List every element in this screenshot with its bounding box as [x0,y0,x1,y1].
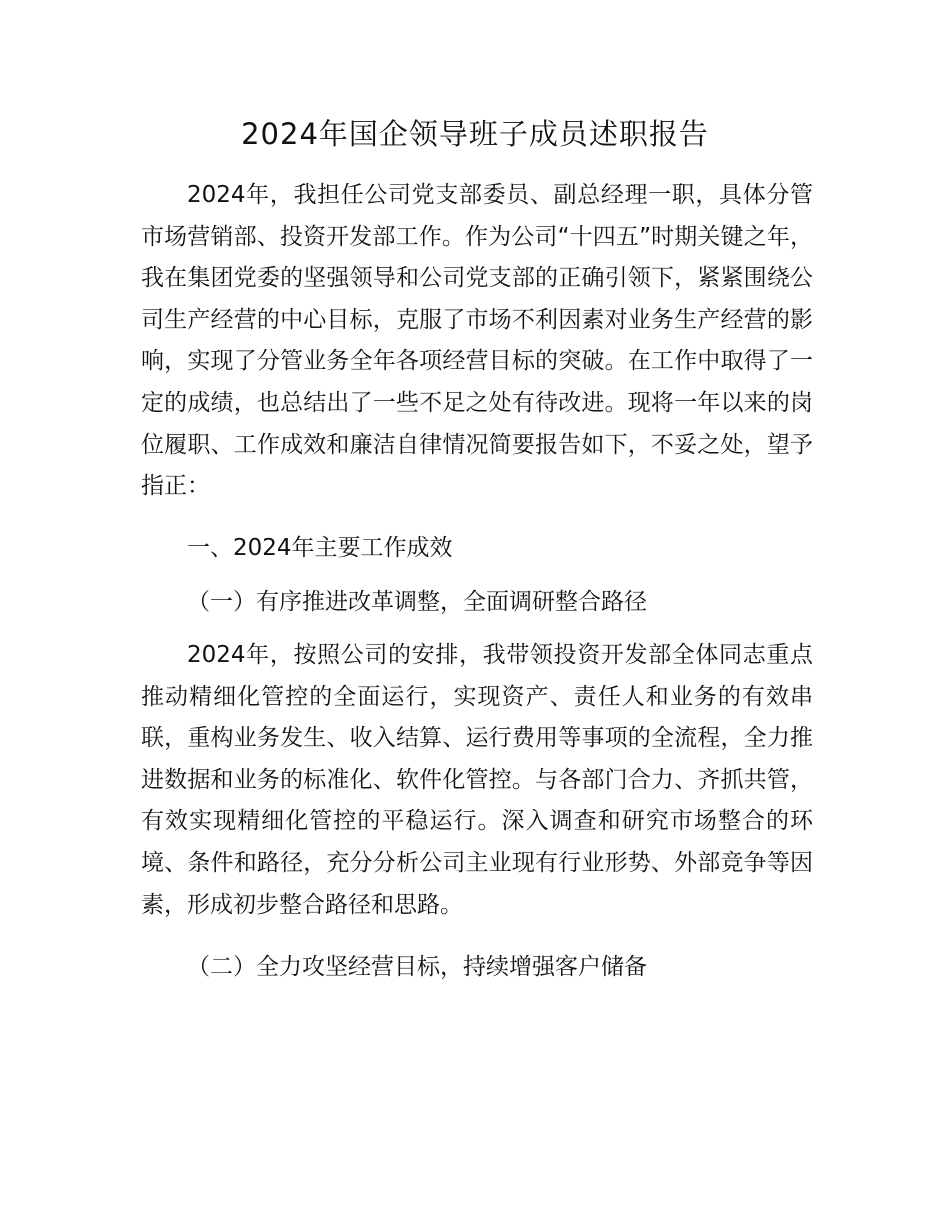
section-heading-1: 一、2024年主要工作成效 [187,535,453,561]
subsection-heading-1: （一）有序推进改革调整，全面调研整合路径 [187,589,647,615]
subsection-heading-2: （二）全力攻坚经营目标，持续增强客户储备 [187,954,647,980]
subsection-1-paragraph: 2024年，按照公司的安排，我带领投资开发部全体同志重点推动精细化管控的全面运行，实现资产、责任人和业务的有效串联，重构业务发生、收入结算、运行费用等事项的全流程，全力推进数据和业务的标准化、软件化管控。与各部门合力、齐抓共管，有效实现精细化管控的平稳运行。深入调查和研究市场整合的环境、条件和路径，充分分析公司主业现有行业形势、外部竞争等因素，形成初步整合路径和思路。 [141,642,813,918]
intro-paragraph: 2024年，我担任公司党支部委员、副总经理一职，具体分管市场营销部、投资开发部工作。作为公司“十四五”时期关键之年，我在集团党委的坚强领导和公司党支部的正确引领下，紧紧围绕公司生产经营的中心目标，克服了市场不利因素对业务生产经营的影响，实现了分管业务全年各项经营目标的突破。在工作中取得了一定的成绩，也总结出了一些不足之处有待改进。现将一年以来的岗位履职、工作成效和廉洁自律情况简要报告如下，不妥之处，望予指正： [141,182,813,500]
document-title: 2024年国企领导班子成员述职报告 [241,117,709,151]
